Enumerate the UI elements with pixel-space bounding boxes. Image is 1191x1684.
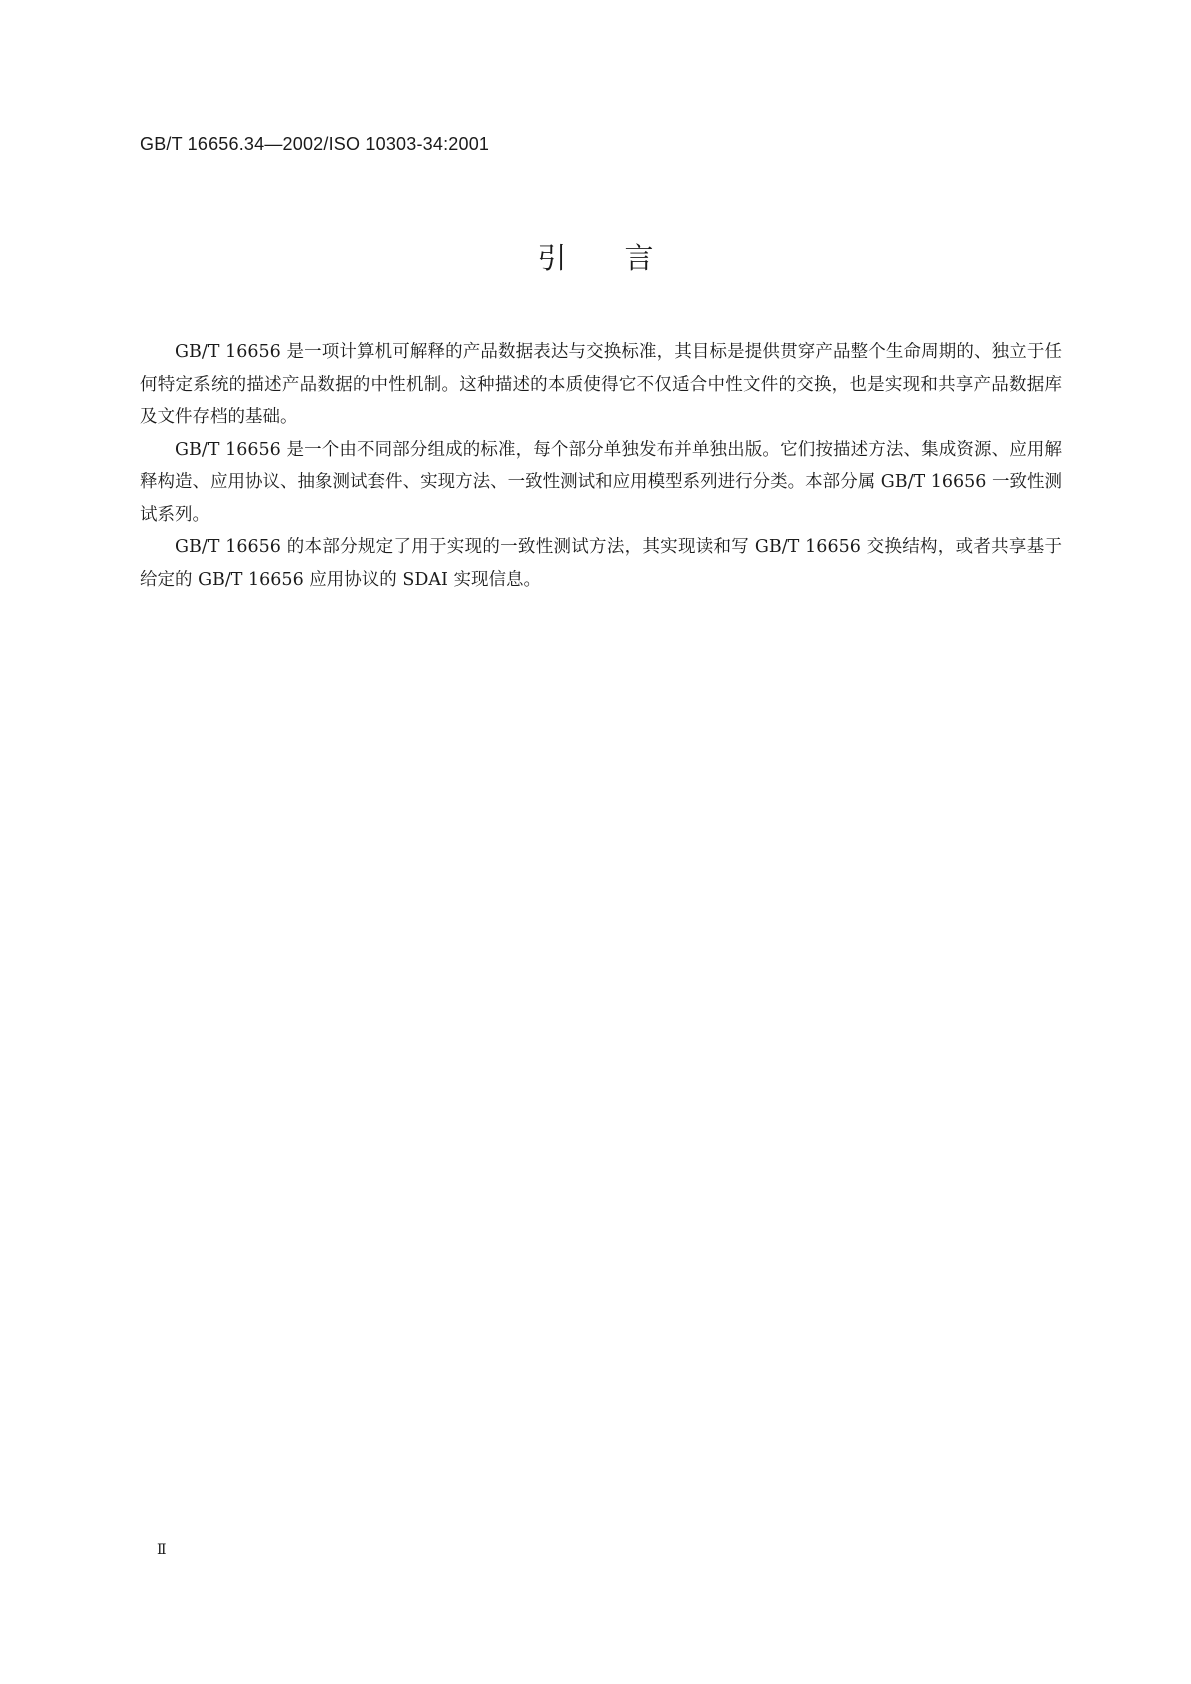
section-title: 引言 bbox=[537, 241, 712, 275]
paragraph-3: GB/T 16656 的本部分规定了用于实现的一致性测试方法，其实现读和写 GB/T 16656 交换结构，或者共享基于给定的 GB/T 16656 应用协议的 SDAI 实现信息。 bbox=[140, 537, 1062, 590]
paragraph-2: GB/T 16656 是一个由不同部分组成的标准，每个部分单独发布并单独出版。它们按描述方法、集成资源、应用解释构造、应用协议、抽象测试套件、实现方法、一致性测试和应用模型系列进行分类。本部分属 GB/T 16656 一致性测试系列。 bbox=[140, 439, 1062, 525]
paragraph-1: GB/T 16656 是一项计算机可解释的产品数据表达与交换标准，其目标是提供贯穿产品整个生命周期的、独立于任何特定系统的描述产品数据的中性机制。这种描述的本质使得它不仅适合中性文件的交换，也是实现和共享产品数据库及文件存档的基础。 bbox=[140, 342, 1062, 427]
page-number: Ⅱ bbox=[157, 1542, 167, 1558]
standard-code-header: GB/T 16656.34—2002/ISO 10303-34:2001 bbox=[140, 134, 490, 154]
introduction-body bbox=[140, 336, 1062, 596]
